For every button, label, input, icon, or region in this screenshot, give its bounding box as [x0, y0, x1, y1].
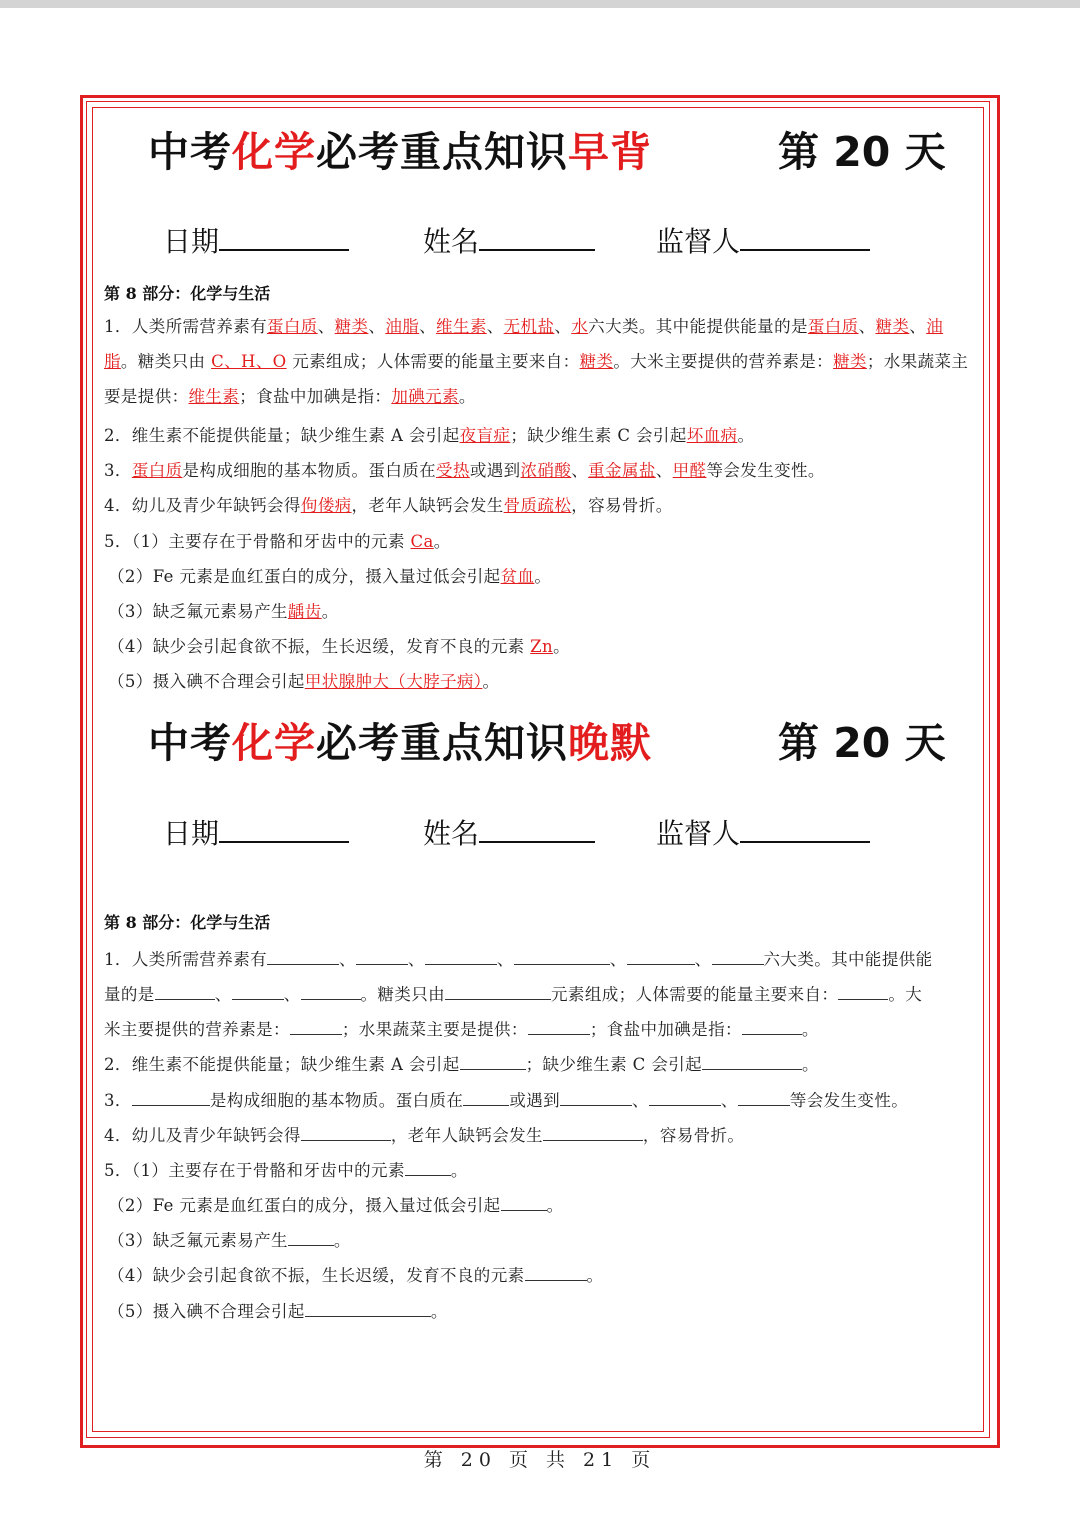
- page-number-footer: 第 20 页 共 21 页: [423, 1449, 657, 1471]
- blank-item-4: 4．幼儿及青少年缺钙会得 ，老年人缺钙会发生 ，容易骨折。: [104, 1126, 745, 1145]
- evening-section-title: 第 8 部分：化学与生活: [104, 913, 271, 932]
- blank-item-5-4: （4）缺少会引起食欲不振，生长迟缓，发育不良的元素 。: [108, 1266, 604, 1285]
- morning-item-5-1: 5．（1）主要存在于骨骼和牙齿中的元素 Ca。: [104, 532, 451, 551]
- morning-item-4: 4．幼儿及青少年缺钙会得佝偻病，老年人缺钙会发生骨质疏松，容易骨折。: [104, 496, 673, 515]
- answer-blank[interactable]: [525, 1264, 587, 1281]
- morning-item-2: 2．维生素不能提供能量；缺少维生素 A 会引起夜盲症；缺少维生素 C 会引起坏血病。: [104, 426, 755, 445]
- answer-blank[interactable]: [742, 1018, 802, 1035]
- answer-blank[interactable]: [463, 1089, 509, 1106]
- answer-blank[interactable]: [425, 948, 497, 965]
- answer-blank[interactable]: [501, 1194, 547, 1211]
- answer-blank[interactable]: [305, 1300, 431, 1317]
- blank-item-5-2: （2）Fe 元素是血红蛋白的成分，摄入量过低会引起 。: [108, 1196, 564, 1215]
- blank-item-5-5: （5）摄入碘不合理会引起 。: [108, 1302, 448, 1321]
- date-field[interactable]: 日期: [163, 220, 349, 264]
- answer-blank[interactable]: [627, 948, 695, 965]
- morning-item-5-5: （5）摄入碘不合理会引起甲状腺肿大（大脖子病）。: [108, 672, 500, 691]
- answer-blank[interactable]: [528, 1018, 590, 1035]
- answer-blank[interactable]: [290, 1018, 342, 1035]
- answer-blank[interactable]: [356, 948, 408, 965]
- answer-blank[interactable]: [738, 1089, 790, 1106]
- answer-blank[interactable]: [838, 983, 888, 1000]
- blank-item-5-3: （3）缺乏氟元素易产生 。: [108, 1231, 351, 1250]
- blank-item-1-line-3: 米主要提供的营养素是： ；水果蔬菜主要是提供： ；食盐中加碘是指： 。: [104, 1020, 819, 1039]
- top-gray-bar: [0, 0, 1080, 8]
- name-field[interactable]: 姓名: [423, 812, 595, 856]
- answer-blank[interactable]: [301, 983, 361, 1000]
- answer-blank[interactable]: [712, 948, 764, 965]
- answer-blank[interactable]: [232, 983, 284, 1000]
- morning-fields-row: [163, 220, 883, 264]
- answer-blank[interactable]: [649, 1089, 721, 1106]
- answer-blank[interactable]: [514, 948, 610, 965]
- morning-item-3: 3．蛋白质是构成细胞的基本物质。蛋白质在受热或遇到浓硝酸、重金属盐、甲醛等会发生变性。: [104, 461, 825, 480]
- morning-item-1: 1．人类所需营养素有蛋白质、糖类、油脂、维生素、无机盐、水六大类。其中能提供能量的是蛋白质、糖类、油脂。糖类只由 C、H、O 元素组成；人体需要的能量主要来自：糖类。大米主要提供的营养素是：糖类；水果蔬菜主要是提供：维生素；食盐中加碘是指：加碘元素。: [104, 317, 969, 406]
- morning-item-5-4: （4）缺少会引起食欲不振，生长迟缓，发育不良的元素 Zn。: [108, 637, 570, 656]
- morning-item-5-3: （3）缺乏氟元素易产生龋齿。: [108, 602, 339, 621]
- answer-blank[interactable]: [560, 1089, 632, 1106]
- answer-blank[interactable]: [288, 1229, 334, 1246]
- answer-blank[interactable]: [702, 1053, 802, 1070]
- morning-section-title: 第 8 部分：化学与生活: [104, 284, 271, 303]
- answer-blank[interactable]: [155, 983, 215, 1000]
- morning-title: 中考化学必考重点知识早背: [148, 128, 652, 176]
- answer-blank[interactable]: [460, 1053, 526, 1070]
- blank-item-2: 2．维生素不能提供能量；缺少维生素 A 会引起 ；缺少维生素 C 会引起 。: [104, 1055, 819, 1074]
- morning-item-5-2: （2）Fe 元素是血红蛋白的成分，摄入量过低会引起贫血。: [108, 567, 552, 586]
- answer-blank[interactable]: [543, 1124, 643, 1141]
- blank-item-3: 3． 是构成细胞的基本物质。蛋白质在 或遇到 、 、 等会发生变性。: [104, 1091, 909, 1110]
- answer-blank[interactable]: [301, 1124, 391, 1141]
- evening-title: 中考化学必考重点知识晚默: [148, 719, 652, 767]
- answer-blank[interactable]: [405, 1159, 451, 1176]
- blank-item-1-line-2: 量的是 、 、 。糖类只由 元素组成；人体需要的能量主要来自： 。大: [104, 985, 923, 1004]
- morning-day-label: 第 20 天: [778, 128, 946, 176]
- date-field[interactable]: 日期: [163, 812, 349, 856]
- supervisor-field[interactable]: 监督人: [656, 812, 870, 856]
- answer-blank[interactable]: [132, 1089, 210, 1106]
- answer-blank[interactable]: [445, 983, 551, 1000]
- blank-item-1-line-1: 1．人类所需营养素有 、 、 、 、 、 六大类。其中能提供能: [104, 950, 933, 969]
- evening-day-label: 第 20 天: [778, 719, 946, 767]
- evening-fields-row: [163, 812, 883, 856]
- blank-item-5-1: 5．（1）主要存在于骨骼和牙齿中的元素 。: [104, 1161, 468, 1180]
- name-field[interactable]: 姓名: [423, 220, 595, 264]
- supervisor-field[interactable]: 监督人: [656, 220, 870, 264]
- answer-blank[interactable]: [267, 948, 339, 965]
